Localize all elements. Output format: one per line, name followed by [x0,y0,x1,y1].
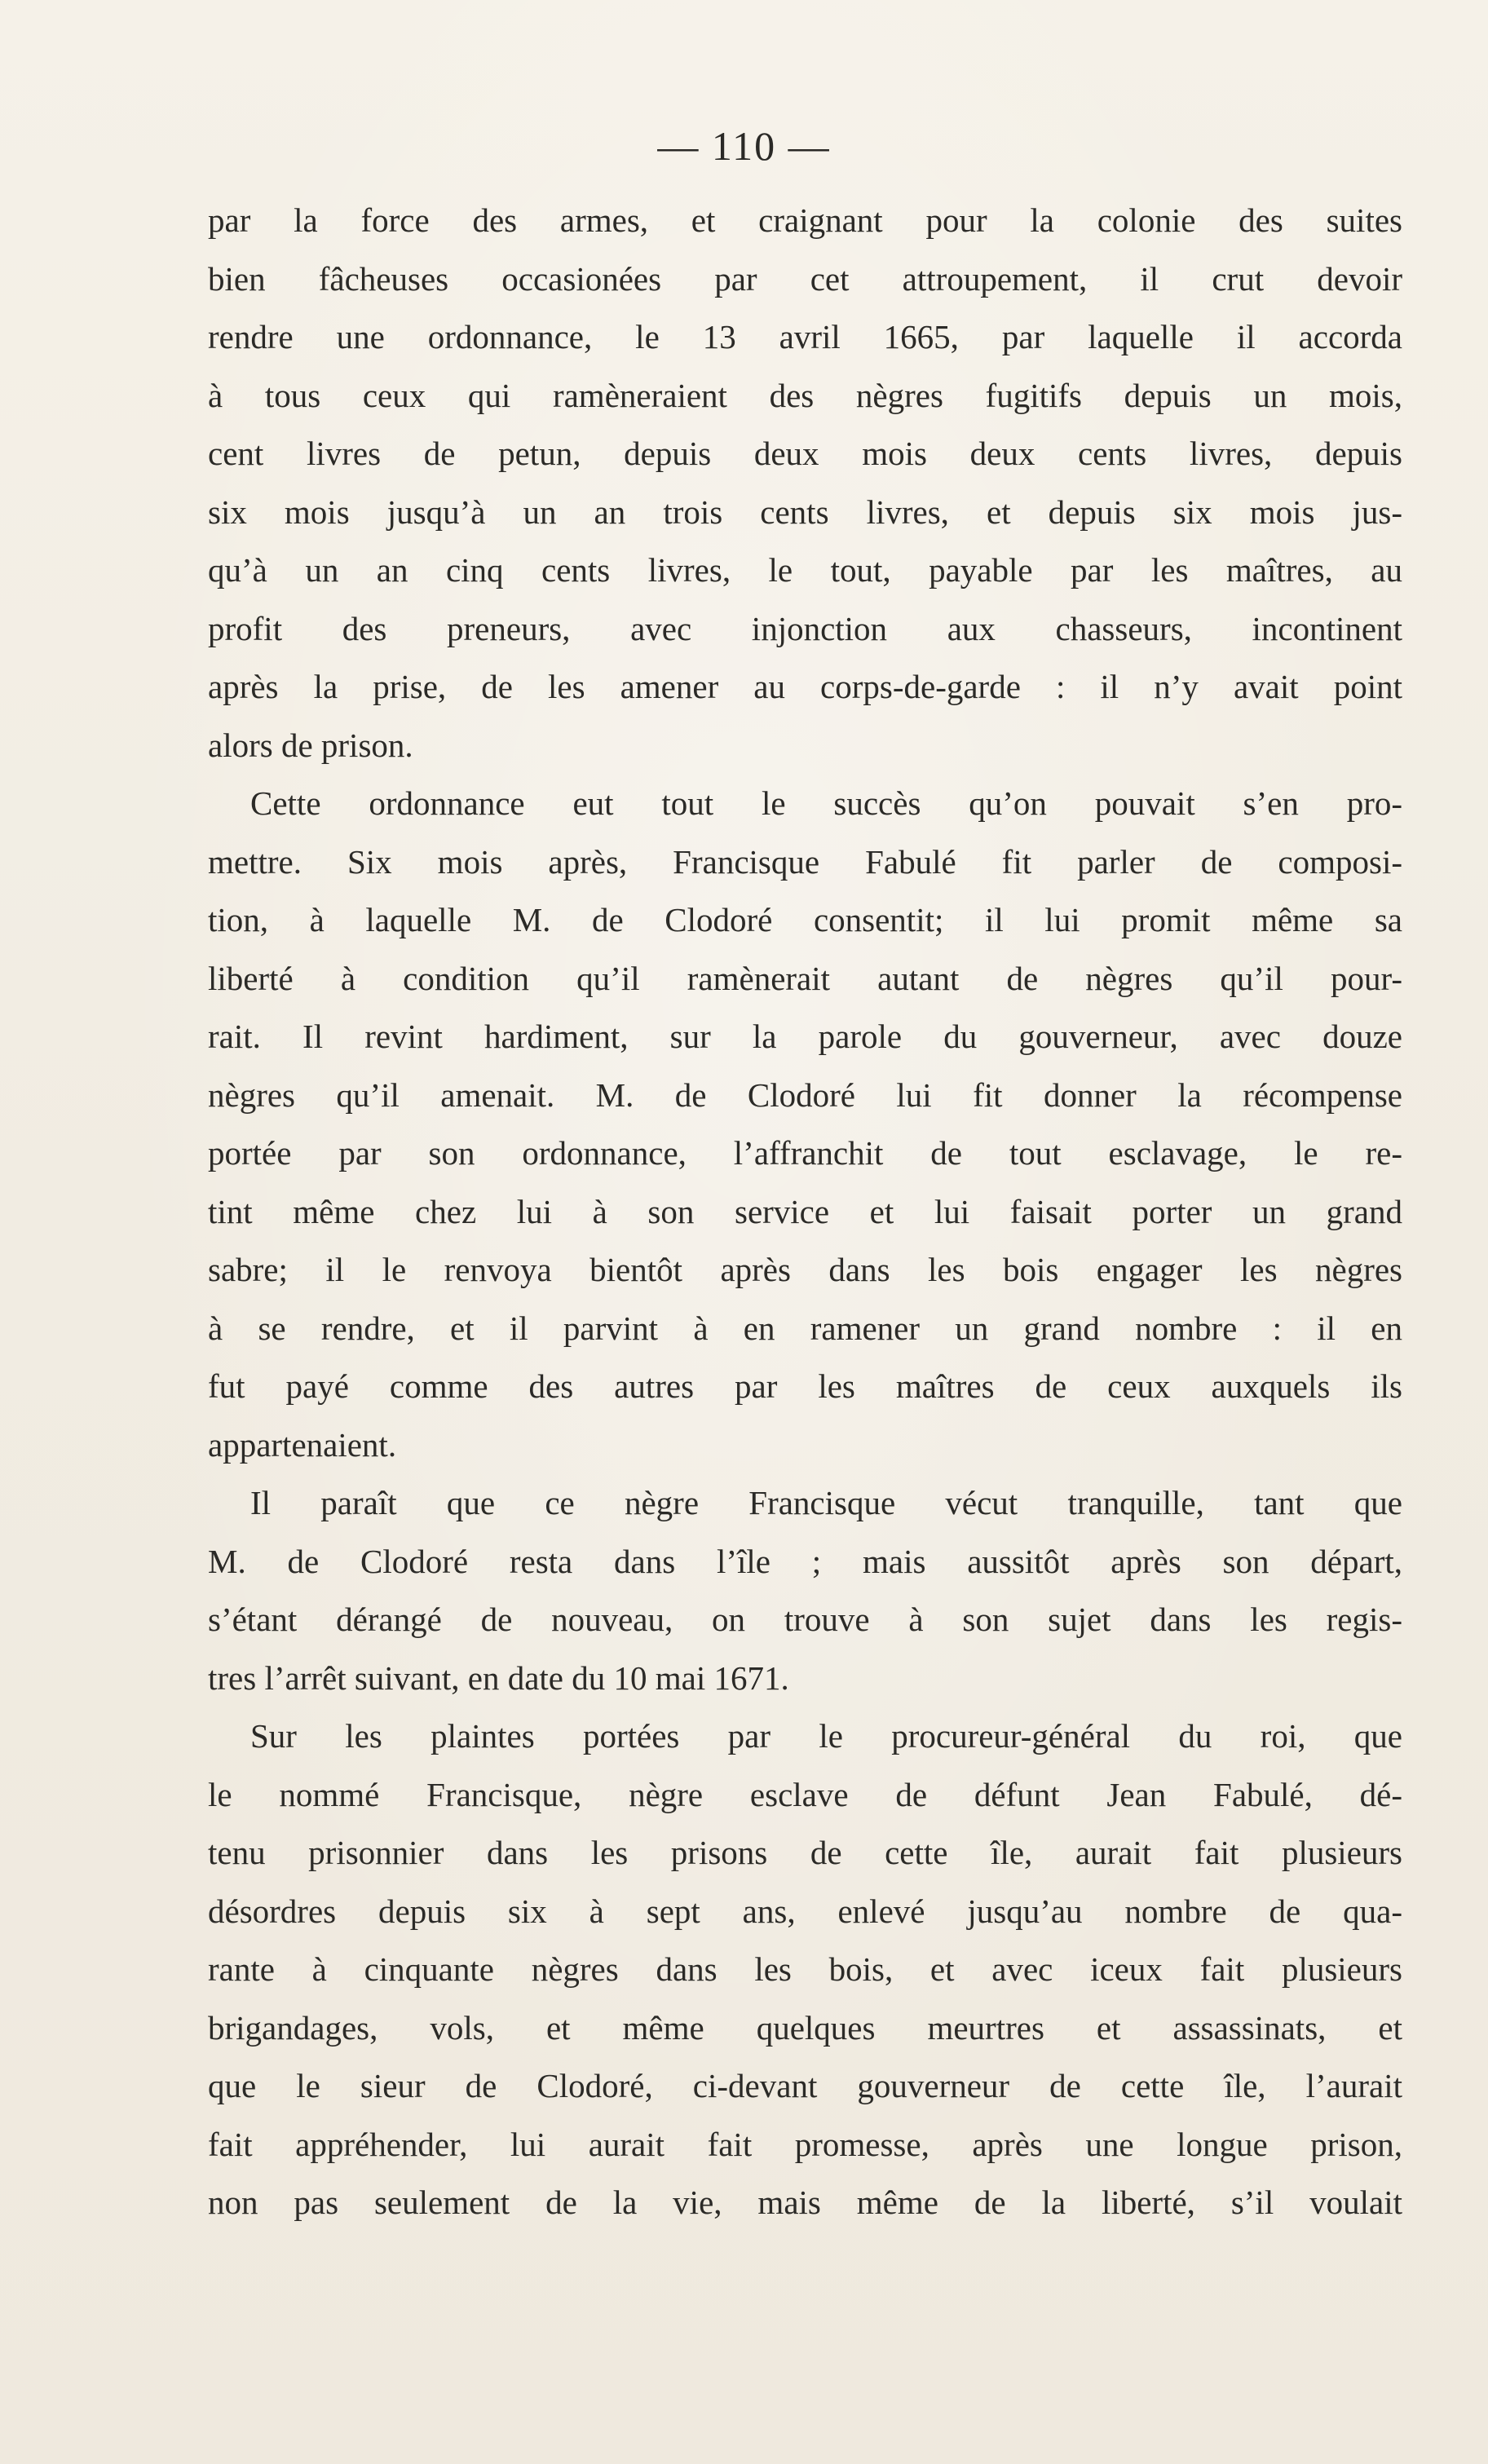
text-line: qu’à un an cinq cents livres, le tout, payable par les maîtres, au [208,551,1402,589]
text-line: rendre une ordonnance, le 13 avril 1665, par laquelle il accorda [208,318,1402,355]
text-line: appartenaient. [208,1425,397,1464]
text-line: Cette ordonnance eut tout le succès qu’on pouvait s’en pro- [250,784,1402,822]
text-line: le nommé Francisque, nègre esclave de défunt Jean Fabulé, dé- [208,1775,1402,1813]
text-line: rait. Il revint hardiment, sur la parole du gouverneur, avec douze [208,1018,1402,1055]
text-line: Sur les plaintes portées par le procureur-général du roi, que [250,1717,1402,1755]
text-line: désordres depuis six à sept ans, enlevé jusqu’au nombre de qua- [208,1892,1402,1930]
text-line: bien fâcheuses occasionées par cet attroupement, il crut devoir [208,259,1402,298]
text-line: après la prise, de les amener au corps-de-garde : il n’y avait point [208,668,1402,705]
text-line: portée par son ordonnance, l’affranchit de tout esclavage, le re- [208,1134,1402,1172]
text-line: profit des preneurs, avec injonction aux chasseurs, incontinent [208,609,1402,647]
text-line: s’étant dérangé de nouveau, on trouve à son sujet dans les regis- [208,1601,1402,1638]
text-line: fut payé comme des autres par les maîtres de ceux auxquels ils [208,1367,1402,1405]
text-line: brigandages, vols, et même quelques meurtres et assassinats, et [208,2008,1402,2047]
text-line: cent livres de petun, depuis deux mois deux cents livres, depuis [208,435,1402,472]
text-line: à se rendre, et il parvint à en ramener un grand nombre : il en [208,1309,1402,1347]
text-line: nègres qu’il amenait. M. de Clodoré lui fit donner la récompense [208,1075,1402,1114]
text-line: que le sieur de Clodoré, ci-devant gouverneur de cette île, l’aurait [208,2067,1402,2104]
body-text [208,192,1402,2232]
text-line: tint même chez lui à son service et lui faisait porter un grand [208,1192,1402,1230]
text-line: liberté à condition qu’il ramènerait autant de nègres qu’il pour- [208,959,1402,997]
text-line: fait appréhender, lui aurait fait promesse, après une longue prison, [208,2125,1402,2163]
text-line: sabre; il le renvoya bientôt après dans les bois engager les nègres [208,1251,1402,1288]
text-line: non pas seulement de la vie, mais même de la liberté, s’il voulait [208,2184,1402,2221]
text-line: M. de Clodoré resta dans l’île ; mais aussitôt après son départ, [208,1542,1402,1580]
text-line: tres l’arrêt suivant, en date du 10 mai 1671. [208,1658,789,1697]
text-line: par la force des armes, et craignant pour la colonie des suites [208,201,1402,239]
text-line: six mois jusqu’à un an trois cents livres, et depuis six mois jus- [208,492,1402,531]
text-line: à tous ceux qui ramèneraient des nègres fugitifs depuis un mois, [208,376,1402,414]
text-line: mettre. Six mois après, Francisque Fabulé fit parler de composi- [208,842,1402,881]
text-line: Il paraît que ce nègre Francisque vécut tranquille, tant que [250,1484,1402,1521]
text-line: tion, à laquelle M. de Clodoré consentit; il lui promit même sa [208,901,1402,938]
page-number: — 110 — [657,123,831,169]
text-line: tenu prisonnier dans les prisons de cette île, aurait fait plusieurs [208,1834,1402,1871]
text-line: rante à cinquante nègres dans les bois, et avec iceux fait plusieurs [208,1950,1402,1988]
text-line: alors de prison. [208,726,413,764]
